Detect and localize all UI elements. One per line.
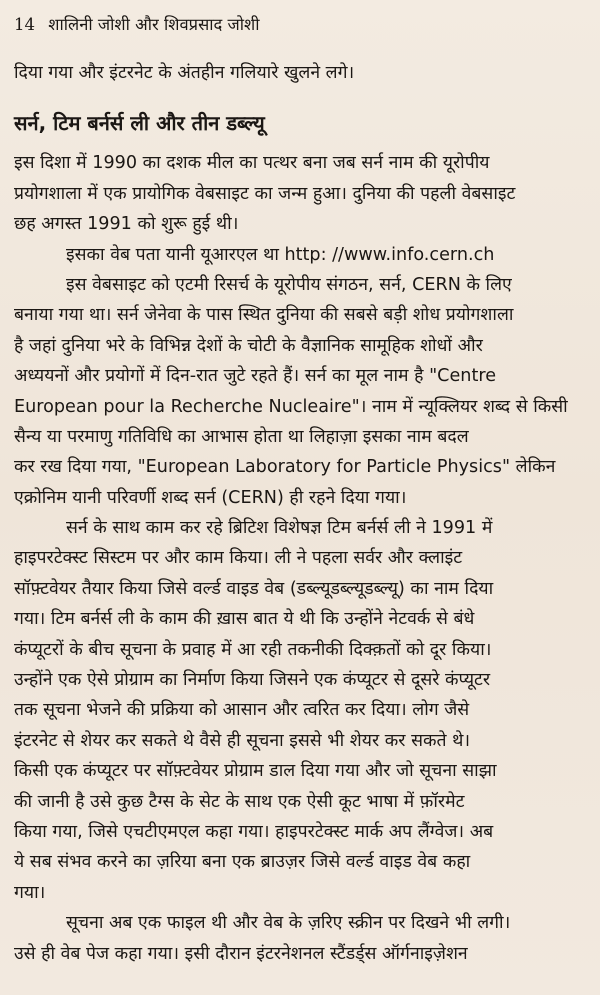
text-line: एक्रोनिम यानी परिवर्णी शब्द सर्न (CERN) ही रहने दिया गया। [14, 487, 407, 508]
page-number: 14 [14, 15, 35, 34]
text-line: कंप्यूटरों के बीच सूचना के प्रवाह में आ रही तकनीकी दिक्क़तों को दूर किया। [14, 639, 492, 660]
text-line: इसका वेब पता यानी यूआरएल था http: //www.info.cern.ch [66, 244, 495, 265]
paragraph [14, 148, 586, 239]
text-line: उसे ही वेब पेज कहा गया। इसी दौरान इंटरनेशनल स्टैंडर्ड्स ऑर्गनाइज़ेशन [14, 943, 468, 964]
intro-line: दिया गया और इंटरनेट के अंतहीन गलियारे खुलने लगे। [14, 63, 355, 83]
text-line: बनाया गया था। सर्न जेनेवा के पास स्थित दुनिया की सबसे बड़ी शोध प्रयोगशाला [14, 305, 514, 326]
paragraph [14, 513, 586, 908]
text-line: इंटरनेट से शेयर कर सकते थे वैसे ही सूचना इससे भी शेयर कर सकते थे। [14, 730, 471, 751]
running-head [14, 14, 586, 36]
text-line: गया। टिम बर्नर्स ली के काम की ख़ास बात ये थी कि उन्होंने नेटवर्क से बंधे [14, 609, 475, 630]
paragraph [14, 240, 586, 270]
text-line: सर्न के साथ काम कर रहे ब्रिटिश विशेषज्ञ टिम बर्नर्स ली ने 1991 में [66, 518, 493, 539]
text-line: छह अगस्त 1991 को शुरू हुई थी। [14, 214, 239, 235]
text-line: सूचना अब एक फाइल थी और वेब के ज़रिए स्क्रीन पर दिखने भी लगी। [66, 913, 511, 934]
text-line: इस वेबसाइट को एटमी रिसर्च के यूरोपीय संगठन, सर्न, CERN के लिए [66, 274, 512, 295]
text-line: ये सब संभव करने का ज़रिया बना एक ब्राउज़र जिसे वर्ल्ड वाइड वेब कहा [14, 852, 471, 873]
text-line: है जहां दुनिया भरे के विभिन्न देशों के चोटी के वैज्ञानिक सामूहिक शोधों और [14, 335, 483, 356]
text-line: प्रयोगशाला में एक प्रायोगिक वेबसाइट का जन्म हुआ। दुनिया की पहली वेबसाइट [14, 183, 516, 204]
text-line: European pour la Recherche Nucleaire"। नाम में न्यूक्लियर शब्द से किसी [14, 396, 568, 417]
text-line: इस दिशा में 1990 का दशक मील का पत्थर बना जब सर्न नाम की यूरोपीय [14, 153, 490, 174]
text-line: तक सूचना भेजने की प्रक्रिया को आसान और त्वरित कर दिया। लोग जैसे [14, 700, 470, 721]
text-line: सैन्य या परमाणु गतिविधि का आभास होता था लिहाज़ा इसका नाम बदल [14, 426, 469, 447]
text-line: हाइपरटेक्स्ट सिस्टम पर और काम किया। ली ने पहला सर्वर और क्लाइंट [14, 548, 463, 569]
running-head-authors: शालिनी जोशी और शिवप्रसाद जोशी [48, 15, 260, 34]
body-text [14, 148, 586, 969]
section-heading: सर्न, टिम बर्नर्स ली और तीन डब्ल्यू [14, 111, 265, 136]
text-line: की जानी है उसे कुछ टैग्स के सेट के साथ एक ऐसी कूट भाषा में फ़ॉरमेट [14, 791, 465, 812]
paragraph [14, 908, 586, 969]
text-line: किसी एक कंप्यूटर पर सॉफ़्टवेयर प्रोग्राम डाल दिया गया और जो सूचना साझा [14, 761, 497, 782]
text-line: अध्ययनों और प्रयोगों में दिन-रात जुटे रहते हैं। सर्न का मूल नाम है "Centre [14, 366, 497, 387]
paragraph [14, 270, 586, 513]
text-line: गया। [14, 882, 46, 903]
text-line: कर रख दिया गया, "European Laboratory for Particle Physics" लेकिन [14, 457, 556, 478]
text-line: किया गया, जिसे एचटीएमएल कहा गया। हाइपरटेक्स्ट मार्क अप लैंग्वेज। अब [14, 821, 494, 842]
text-line: सॉफ़्टवेयर तैयार किया जिसे वर्ल्ड वाइड वेब (डब्ल्यूडब्ल्यूडब्ल्यू) का नाम दिया [14, 578, 494, 599]
text-line: उन्होंने एक ऐसे प्रोग्राम का निर्माण किया जिसने एक कंप्यूटर से दूसरे कंप्यूटर [14, 670, 491, 691]
